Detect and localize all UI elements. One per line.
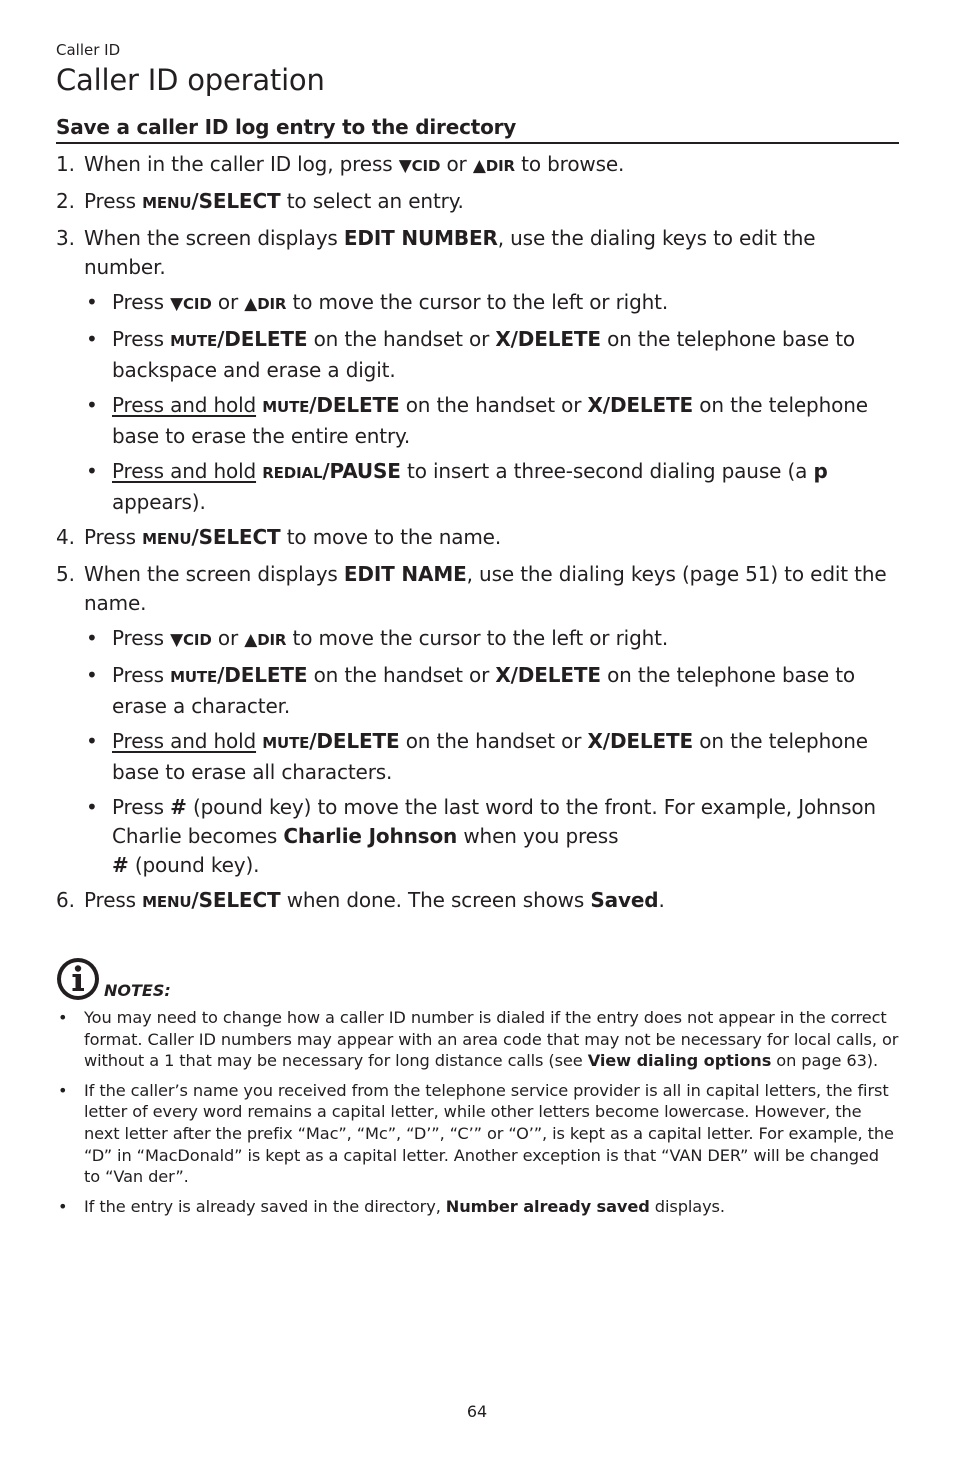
menu-key: MENU [142,893,192,911]
x-delete-key: X/DELETE [587,729,694,753]
select-key: /SELECT [191,888,281,912]
step-number: 5. [56,562,75,586]
notes-header [56,957,899,1001]
menu-key: MENU [142,194,192,212]
up-arrow-icon: ▲ [244,294,258,314]
pause-key: /PAUSE [322,459,401,483]
cid-key: CID [183,631,212,649]
delete-key: /DELETE [217,663,308,687]
x-delete-key: X/DELETE [495,663,601,687]
select-key: /SELECT [191,525,281,549]
saved-text: Saved [590,888,659,912]
mute-key: MUTE [262,734,310,752]
step-3: 3. When the screen displays EDIT NUMBER, use the dialing keys to edit the number. • Press ▼CID or ▲DIR to move the cursor to the left or right. • Press MUTE/DELETE on the handset or X/DELETE on the telephone base to backspace and erase a digit. • Press and hold MUTE/DELETE on the handset or X/DELETE on the telephone base to erase the entire entry. • Press and hold REDIAL/PAUSE to insert a three-second dialing pause (a p appears). [56,224,899,517]
mute-key: MUTE [170,332,218,350]
dir-key: DIR [257,631,287,649]
list-item: • Press ▼CID or ▲DIR to move the cursor to the left or right. [84,288,899,319]
step-number: 6. [56,888,75,912]
list-item: • If the entry is already saved in the directory, Number already saved displays. [56,1196,899,1218]
dir-key: DIR [257,295,287,313]
page-title: Caller ID operation [56,63,325,97]
up-arrow-icon: ▲ [472,156,486,176]
mute-key: MUTE [170,668,218,686]
page-number: 64 [466,1402,488,1421]
step-number: 1. [56,152,75,176]
step-3-bullets [84,288,899,517]
number-already-saved-text: Number already saved [445,1196,650,1216]
view-dialing-options-ref: View dialing options [587,1051,772,1071]
delete-key: /DELETE [309,729,400,753]
charlie-johnson-text: Charlie Johnson [283,824,458,848]
down-arrow-icon: ▼ [398,156,412,176]
step-1: 1. When in the caller ID log, press ▼CID or ▲DIR to browse. [56,150,899,181]
step-4: 4. Press MENU/SELECT to move to the name. [56,523,899,554]
list-item: • Press MUTE/DELETE on the handset or X/DELETE on the telephone base to backspace and erase a digit. [84,325,899,385]
step-number: 2. [56,189,75,213]
notes-list [56,1007,899,1217]
step-5-bullets [84,624,899,880]
x-delete-key: X/DELETE [495,327,601,351]
x-delete-key: X/DELETE [587,393,694,417]
list-item: • Press and hold MUTE/DELETE on the handset or X/DELETE on the telephone base to erase the entire entry. [84,391,899,451]
down-arrow-icon: ▼ [170,630,184,650]
list-item: • Press ▼CID or ▲DIR to move the cursor to the left or right. [84,624,899,655]
select-key: /SELECT [191,189,281,213]
steps-list [56,150,899,917]
down-arrow-icon: ▼ [170,294,184,314]
edit-number-text: EDIT NUMBER [343,226,498,250]
step-number: 4. [56,525,75,549]
list-item: • You may need to change how a caller ID number is dialed if the entry does not appear in the correct format. Caller ID numbers may appear with an area code that may not be necessary for local calls, or without a 1 that may be necessary for long distance calls (see View dialing options on page 63). [56,1007,899,1072]
edit-name-text: EDIT NAME [343,562,467,586]
mute-key: MUTE [262,398,310,416]
list-item: • If the caller’s name you received from the telephone service provider is all in capital letters, the first letter of every word remains a capital letter, while other letters become lowercase. However, the next letter after the prefix “Mac”, “Mc”, “D’”, “C’” or “O’”, is kept as a capital letter. For example, the “D” in “MacDonald” is kept as a capital letter. Another exception is that “VAN DER” will be changed to “Van der”. [56,1080,899,1188]
step-5: 5. When the screen displays EDIT NAME, use the dialing keys (page 51) to edit the name. • Press ▼CID or ▲DIR to move the cursor to the left or right. • Press MUTE/DELETE on the handset or X/DELETE on the telephone base to erase a character. • Press and hold MUTE/DELETE on the handset or X/DELETE on the telephone base to erase all characters. • Press # (pound key) to move the last word to the front. For example, Johnson Charlie becomes Charlie Johnson when you press # (pound key). [56,560,899,880]
list-item: • Press and hold REDIAL/PAUSE to insert a three-second dialing pause (a p appears). [84,457,899,517]
list-item: • Press # (pound key) to move the last word to the front. For example, Johnson Charlie becomes Charlie Johnson when you press # (pound key). [84,793,899,880]
step-number: 3. [56,226,75,250]
step-6: 6. Press MENU/SELECT when done. The screen shows Saved. [56,886,899,917]
manual-page [56,40,899,1225]
up-arrow-icon: ▲ [244,630,258,650]
section-heading: Save a caller ID log entry to the directory [56,114,899,144]
redial-key: REDIAL [262,464,323,482]
pause-symbol: p [813,459,828,483]
menu-key: MENU [142,530,192,548]
list-item: • Press and hold MUTE/DELETE on the handset or X/DELETE on the telephone base to erase all characters. [84,727,899,787]
pound-key: # [170,795,187,819]
delete-key: /DELETE [309,393,400,417]
dir-key: DIR [485,157,515,175]
info-icon [56,957,100,1001]
cid-key: CID [183,295,212,313]
delete-key: /DELETE [217,327,308,351]
list-item: • Press MUTE/DELETE on the handset or X/DELETE on the telephone base to erase a character. [84,661,899,721]
step-2: 2. Press MENU/SELECT to select an entry. [56,187,899,218]
section-label: Caller ID [56,41,121,59]
cid-key: CID [411,157,441,175]
pound-key: # [112,853,129,877]
notes-label: NOTES: [104,981,171,1000]
